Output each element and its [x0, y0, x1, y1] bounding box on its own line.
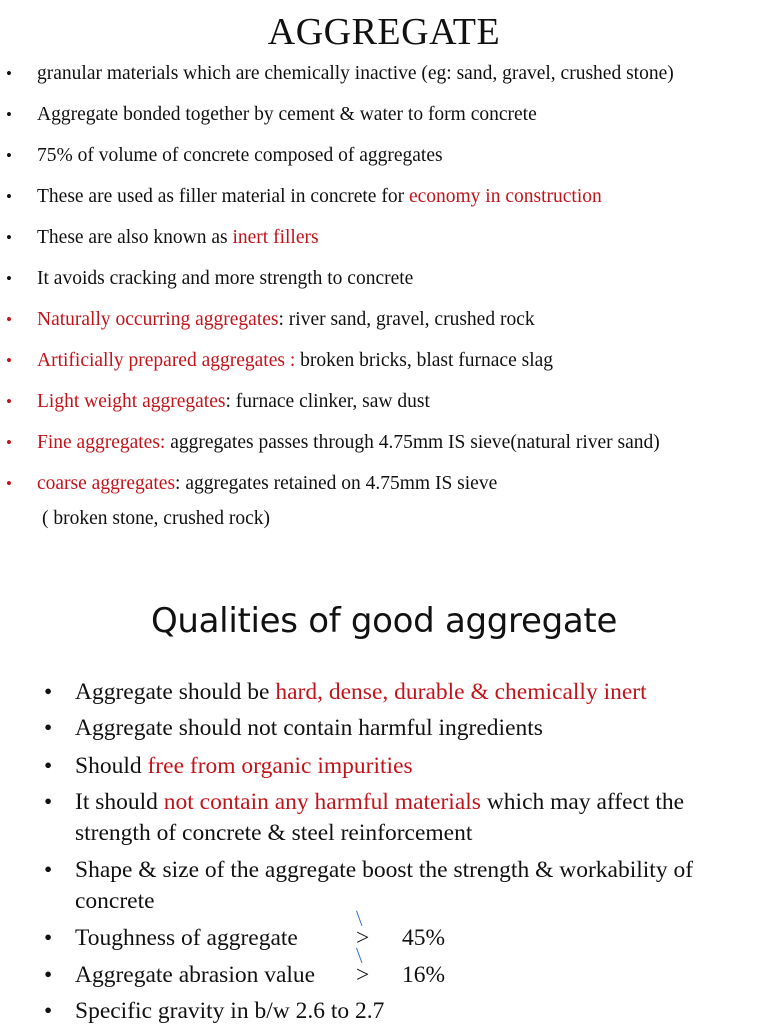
bullet-marker: • [6, 269, 12, 288]
text-segment: : aggregates retained on 4.75mm IS sieve [175, 473, 498, 494]
bullet-marker: • [44, 998, 53, 1024]
list-item-text [75, 996, 755, 1027]
list-item-text [37, 267, 413, 291]
bullet-marker: • [6, 474, 12, 493]
bullet-marker: • [6, 146, 12, 165]
list-item-text [37, 390, 430, 414]
highlighted-text: coarse aggregates [37, 473, 176, 494]
list-item-text [37, 308, 535, 332]
list-item-text [37, 431, 660, 455]
text-segment: Aggregate bonded together by cement & water to form concrete [37, 104, 537, 125]
bullet-marker: • [6, 105, 12, 124]
text-segment: Aggregate abrasion value [75, 962, 316, 988]
bullet-marker: • [44, 715, 53, 741]
highlighted-text: Fine aggregates: [37, 432, 171, 453]
text-segment: granular materials which are chemically inactive (eg: sand, gravel, crushed stone) [37, 63, 674, 84]
bullet-marker: • [6, 392, 12, 411]
list-item-text [75, 855, 755, 917]
bullet-marker: • [6, 433, 12, 452]
list-item-text [37, 144, 443, 168]
bullet-marker: • [6, 187, 12, 206]
list-item-text [37, 62, 674, 86]
text-segment: broken bricks, blast furnace slag [300, 350, 554, 371]
text-segment: Aggregate should not contain harmful ingredients [75, 715, 543, 741]
list-item-text [37, 185, 602, 209]
bullet-marker: • [44, 753, 53, 779]
highlighted-text: free from organic impurities [147, 753, 413, 779]
list-item-text [37, 472, 497, 496]
text-segment: It avoids cracking and more strength to concrete [37, 268, 414, 289]
list-item-text [75, 713, 755, 744]
bullet-marker: • [44, 925, 53, 951]
bullet-marker: • [44, 857, 53, 883]
highlighted-text: economy in construction [408, 186, 602, 207]
list-item-text [37, 349, 553, 373]
highlighted-text: Naturally occurring aggregates [37, 309, 279, 330]
comparison-symbol: > [356, 962, 370, 988]
text-segment: Aggregate should be [75, 679, 276, 705]
text-segment: These are used as filler material in concrete for [37, 186, 409, 207]
bullet-marker: • [44, 789, 53, 815]
highlighted-text: Artificially prepared aggregates : [37, 350, 301, 371]
list-item-text [75, 751, 755, 782]
bullet-marker: • [44, 962, 53, 988]
section-title-aggregate: AGGREGATE [267, 11, 501, 53]
text-segment: Should [75, 753, 148, 779]
bullet-marker: • [6, 310, 12, 329]
text-segment: which may affect the strength of concrete & steel reinforcement [75, 789, 685, 846]
bullet-continuation: ( broken stone, crushed rock) [42, 508, 270, 529]
highlighted-text: hard, dense, durable & chemically inert [275, 679, 647, 705]
bullet-marker: • [6, 228, 12, 247]
list-item-text [37, 226, 319, 250]
text-segment: 75% of volume of concrete composed of aggregates [37, 145, 443, 166]
highlighted-text: inert fillers [232, 227, 319, 248]
list-item-text [75, 677, 755, 708]
threshold-value: 45% [402, 925, 446, 951]
text-segment: Toughness of aggregate [75, 925, 298, 951]
text-segment: These are also known as [37, 227, 233, 248]
bullet-marker: • [6, 64, 12, 83]
text-segment: It should [75, 789, 164, 815]
bullet-marker: • [6, 351, 12, 370]
section-title-qualities: Qualities of good aggregate [150, 601, 618, 641]
threshold-value: 16% [402, 962, 446, 988]
greater-than-symbol [356, 960, 369, 991]
list-item-text [75, 787, 755, 849]
text-segment: : river sand, gravel, crushed rock [278, 309, 535, 330]
list-item-text [37, 103, 537, 127]
text-segment: Shape & size of the aggregate boost the strength & workability of concrete [75, 857, 694, 914]
bullet-marker: • [44, 679, 53, 705]
text-segment: aggregates passes through 4.75mm IS sieve(natural river sand) [170, 432, 660, 453]
text-segment: Specific gravity in b/w 2.6 to 2.7 [75, 998, 385, 1024]
text-segment: : furnace clinker, saw dust [225, 391, 430, 412]
highlighted-text: not contain any harmful materials [163, 789, 481, 815]
comparison-symbol: > [356, 925, 370, 951]
highlighted-text: Light weight aggregates [37, 391, 226, 412]
